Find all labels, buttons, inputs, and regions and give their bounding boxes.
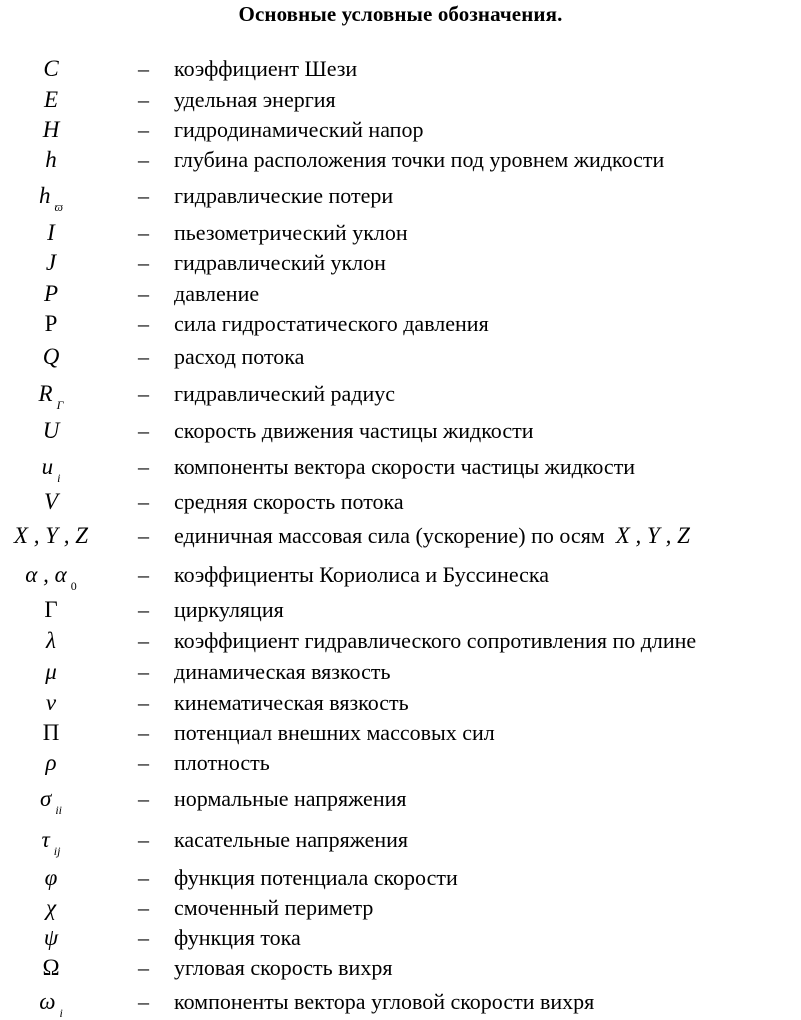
notation-symbol: τ $_{ij}$ — [41, 827, 61, 858]
dash: – — [138, 183, 149, 208]
notation-symbol: X , Y , Z — [13, 523, 89, 548]
notation-row — [0, 953, 801, 983]
dash: – — [138, 989, 149, 1014]
dash: – — [138, 720, 149, 745]
dash: – — [138, 659, 149, 684]
page-title: Основные условные обозначения. — [238, 2, 563, 26]
notation-description: кинематическая вязкость — [174, 690, 409, 715]
notation-symbol: Г — [44, 597, 58, 622]
notation-symbol: P — [43, 281, 59, 306]
notation-description: коэффициенты Кориолиса и Буссинеска — [174, 562, 550, 587]
notation-row — [0, 560, 801, 593]
notation-description: касательные напряжения — [174, 827, 409, 852]
notation-description: коэффициент Шези — [174, 56, 358, 81]
notation-row — [0, 893, 801, 923]
notation-row — [0, 54, 801, 84]
notation-row — [0, 987, 801, 1020]
dash: – — [138, 250, 149, 275]
notation-symbol: φ — [44, 865, 58, 890]
notation-symbol: h $_ϖ$ — [39, 183, 63, 214]
notation-description: сила гидростатического давления — [174, 311, 489, 336]
dash: – — [138, 955, 149, 980]
notation-symbol: V — [43, 489, 59, 514]
notation-description: компоненты вектора угловой скорости вихря — [174, 989, 595, 1014]
notation-row — [0, 718, 801, 748]
notation-description: единичная массовая сила (ускорение) по осям X , Y , Z — [174, 523, 690, 548]
notation-row — [0, 452, 801, 485]
dash: – — [138, 454, 149, 479]
dash: – — [138, 750, 149, 775]
notation-description: глубина расположения точки под уровнем жидкости — [174, 147, 665, 172]
notation-symbol: J — [45, 250, 57, 275]
notation-row — [0, 923, 801, 953]
dash: – — [138, 827, 149, 852]
notation-row — [0, 248, 801, 278]
dash: – — [138, 865, 149, 890]
notation-symbol: ρ — [45, 750, 57, 775]
notation-row — [0, 626, 801, 656]
dash: – — [138, 597, 149, 622]
notation-row — [0, 825, 801, 858]
notation-row — [0, 748, 801, 778]
dash: – — [138, 147, 149, 172]
notation-description: компоненты вектора скорости частицы жидкости — [174, 454, 636, 479]
notation-row — [0, 145, 801, 175]
dash: – — [138, 786, 149, 811]
notation-symbol: Q — [42, 344, 60, 369]
notation-row — [0, 85, 801, 115]
notation-row — [0, 115, 801, 145]
notation-symbol: ψ — [43, 925, 59, 950]
notation-row — [0, 521, 801, 551]
notation-symbol: h — [45, 147, 57, 172]
dash: – — [138, 311, 149, 336]
notation-row — [0, 784, 801, 817]
notation-description: нормальные напряжения — [174, 786, 407, 811]
notation-description: динамическая вязкость — [174, 659, 391, 684]
notation-row — [0, 181, 801, 214]
notation-description: функция потенциала скорости — [174, 865, 458, 890]
notation-description: средняя скорость потока — [174, 489, 404, 514]
notation-symbol: H — [42, 117, 60, 142]
notation-description: угловая скорость вихря — [174, 955, 393, 980]
notation-symbol: μ — [45, 659, 57, 684]
notation-row — [0, 657, 801, 687]
notation-description: расход потока — [174, 344, 305, 369]
notation-symbol: U — [42, 418, 60, 443]
notation-symbol: Ω — [42, 955, 60, 980]
notation-description: давление — [174, 281, 260, 306]
notation-description: гидродинамический напор — [174, 117, 424, 142]
notation-row — [0, 342, 801, 372]
dash: – — [138, 925, 149, 950]
notation-description: гидравлический радиус — [174, 381, 395, 406]
notation-description: гидравлический уклон — [174, 250, 386, 275]
notation-description: гидравлические потери — [174, 183, 394, 208]
dash: – — [138, 117, 149, 142]
notation-symbol: α , α $_0$ — [25, 562, 77, 593]
notation-symbol: σ $_{ii}$ — [39, 786, 62, 817]
notation-description: коэффициент гидравлического сопротивления по длине — [174, 628, 697, 653]
notation-row — [0, 416, 801, 446]
dash: – — [138, 418, 149, 443]
notation-description: пьезометрический уклон — [174, 220, 408, 245]
notation-symbol: Р — [44, 311, 58, 336]
notation-symbol: ω $_i$ — [39, 989, 63, 1020]
dash: – — [138, 895, 149, 920]
notation-symbol: ν — [45, 690, 57, 715]
dash: – — [138, 628, 149, 653]
notation-row — [0, 309, 801, 339]
notation-symbol: C — [43, 56, 59, 81]
dash: – — [138, 489, 149, 514]
notation-description: смоченный периметр — [174, 895, 374, 920]
notation-symbol: χ — [45, 895, 57, 920]
dash: – — [138, 56, 149, 81]
dash: – — [138, 344, 149, 369]
notation-description: скорость движения частицы жидкости — [174, 418, 534, 443]
notation-row — [0, 379, 801, 412]
dash: – — [138, 562, 149, 587]
dash: – — [138, 220, 149, 245]
axes-symbol: X , Y , Z — [615, 523, 690, 548]
notation-description: удельная энергия — [174, 87, 336, 112]
notation-symbol: R $_Г$ — [38, 381, 64, 412]
notation-row — [0, 863, 801, 893]
notation-symbol: I — [47, 220, 55, 245]
notation-row — [0, 487, 801, 517]
notation-description: циркуляция — [174, 597, 284, 622]
dash: – — [138, 381, 149, 406]
notation-symbol: u $_i$ — [41, 454, 61, 485]
dash: – — [138, 523, 149, 548]
dash: – — [138, 281, 149, 306]
dash: – — [138, 87, 149, 112]
notation-description: плотность — [174, 750, 270, 775]
notation-symbol: П — [42, 720, 60, 745]
dash: – — [138, 690, 149, 715]
notation-symbol: E — [43, 87, 59, 112]
notation-row — [0, 279, 801, 309]
notation-row — [0, 218, 801, 248]
notation-row — [0, 595, 801, 625]
notation-description: функция тока — [174, 925, 301, 950]
notation-description: потенциал внешних массовых сил — [174, 720, 495, 745]
notation-row — [0, 688, 801, 718]
notation-symbol: λ — [46, 628, 56, 653]
